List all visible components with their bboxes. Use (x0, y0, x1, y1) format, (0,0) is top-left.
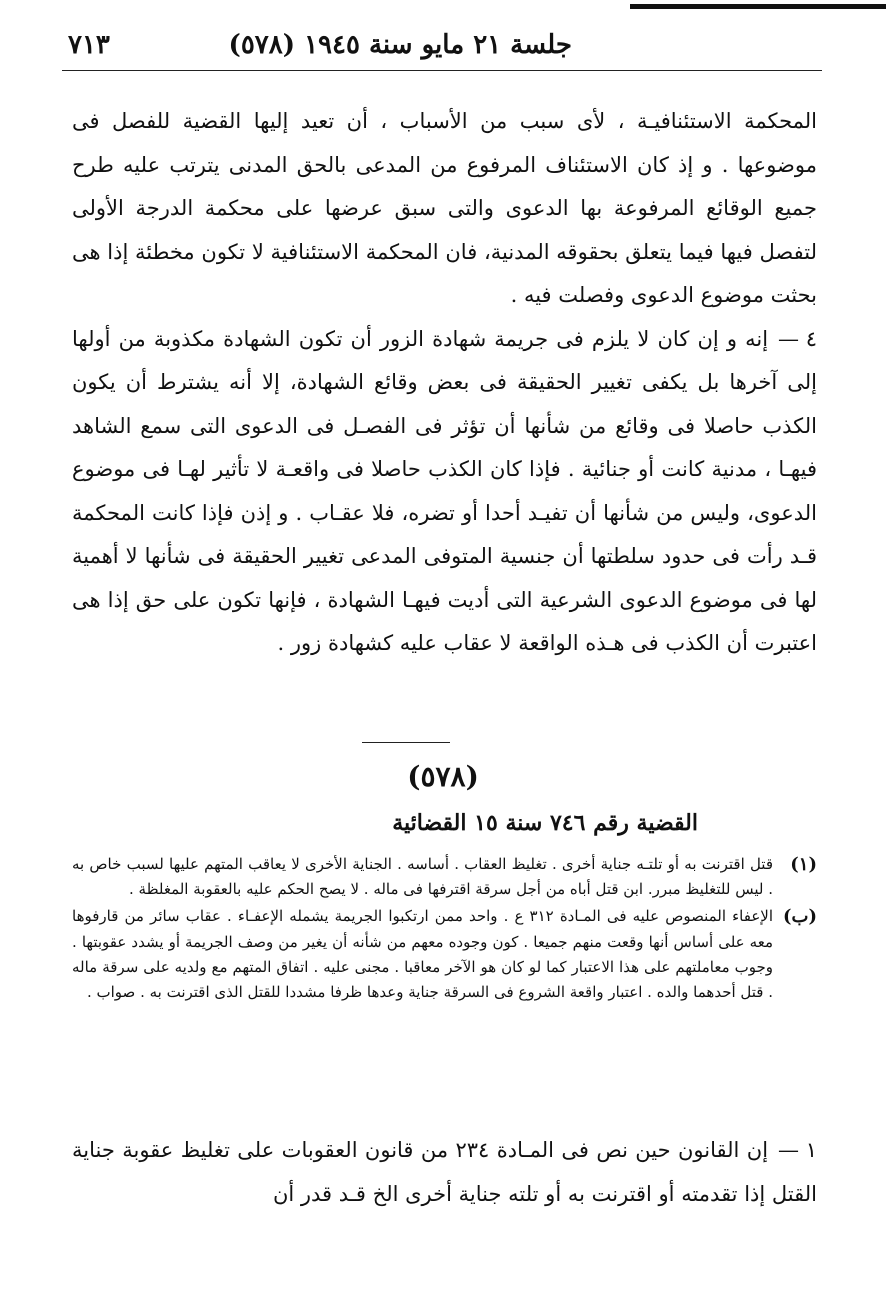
paragraph-text: إنه و إن كان لا يلزم فى جريمة شهادة الزور أن تكون الشهادة مكذوبة من أولها إلى آخرها بل يكفى تغيير الحقيقة فى بعض وقائع الشهادة، إلا أنه يشترط أن يكون الكذب حاصلا فى وقائع من شأنها أن تؤثر فى الفصـل فى الدعوى التى سمع الشاهد فيهـا ، مدنية كانت أو جنائية . فإذا كان الكذب حاصلا فى واقعـة لا تأثير لهـا فى موضوع الدعوى، وليس من شأنها أن تفيـد أحدا أو تضره، فلا عقـاب . و إذن فإذا كانت المحكمة قـد رأت فى حدود سلطتها أن جنسية المتوفى المدعى تغيير الحقيقة فى شأنها لا أهمية لها فى موضوع الدعوى الشرعية التى أديت فيهـا الشهادة ، فإنها تكون على حق إذا هى اعتبرت أن الكذب فى هـذه الواقعة لا عقاب عليه كشهادة زور . (72, 326, 817, 655)
paragraph-4 (72, 318, 817, 666)
header-rule (62, 70, 822, 71)
paragraph-number: ٤ — (778, 326, 818, 351)
headnote-b (72, 904, 817, 1005)
headnote-text: قتل اقترنت به أو تلتـه جناية أخرى . تغليظ العقاب . أساسه . الجناية الأخرى لا يعاقب المتهم عليها لسبب خاص به . ليس للتغليظ مبرر. ابن قتل أباه من أجل سرقة اقترفها فى ماله . لا يصح الحكم عليه بالعقوبة المغلظة . (72, 855, 773, 899)
headnotes (72, 852, 817, 1007)
ruling-text (72, 1128, 817, 1216)
headnote-label: (ب) (783, 906, 817, 928)
headnote-label: (١) (790, 854, 817, 875)
headnote-text: الإعفاء المنصوص عليه فى المـادة ٣١٢ ع . واحد ممن ارتكبوا الجريمة يشمله الإعفـاء . عقاب سائر من قارفوها معه على أساس أنها وقعت منهم جميعا . كون وجوده معهم من شأنه أن يغير من وصف الجريمة أو يشدد عقوبتها . وجوب معاملتهم على هذا الاعتبار كما لو كان هو الآخر معاقبا . مجنى عليه . اتفاق المتهم مع ولديه على سرقة ماله . قتل أحدهما والده . اعتبار واقعة الشروع فى السرقة جناية وعدها ظرفا مشددا للقتل الذى اقترنت به . صواب . (72, 907, 773, 1002)
paragraph-text: إن القانون حين نص فى المـادة ٢٣٤ من قانون العقوبات على تغليظ عقوبة جناية القتل إذا تقدمته أو اقترنت به أو تلته جناية أخرى الخ قـد قدر أن (72, 1138, 817, 1206)
case-number: (٥٧٨) (407, 760, 479, 793)
page-number: ٧١٣ (68, 30, 110, 60)
running-title: جلسة ٢١ مايو سنة ١٩٤٥ (٥٧٨) (228, 30, 572, 60)
top-edge-rule (630, 4, 886, 9)
page-header (62, 22, 822, 72)
paragraph-number: ١ — (778, 1138, 817, 1162)
case-reference: القضية رقم ٧٤٦ سنة ١٥ القضائية (392, 810, 698, 836)
main-text (72, 100, 817, 666)
headnote-a (72, 852, 817, 902)
section-separator (362, 742, 450, 743)
paragraph-continuation: المحكمة الاستئنافيـة ، لأى سبب من الأسباب ، أن تعيد إليها القضية للفصل فى موضوعها . و إذ كان الاستئناف المرفوع من المدعى بالحق المدنى يترتب عليه طرح جميع الوقائع المرفوعة بها الدعوى والتى سبق عرضها على محكمة الدرجة الأولى لتفصل فيها فيما يتعلق بحقوقه المدنية، فان المحكمة الاستئنافية لا تكون مخطئة إذا هى بحثت موضوع الدعوى وفصلت فيه . (72, 109, 817, 307)
paragraph-1 (72, 1128, 817, 1216)
